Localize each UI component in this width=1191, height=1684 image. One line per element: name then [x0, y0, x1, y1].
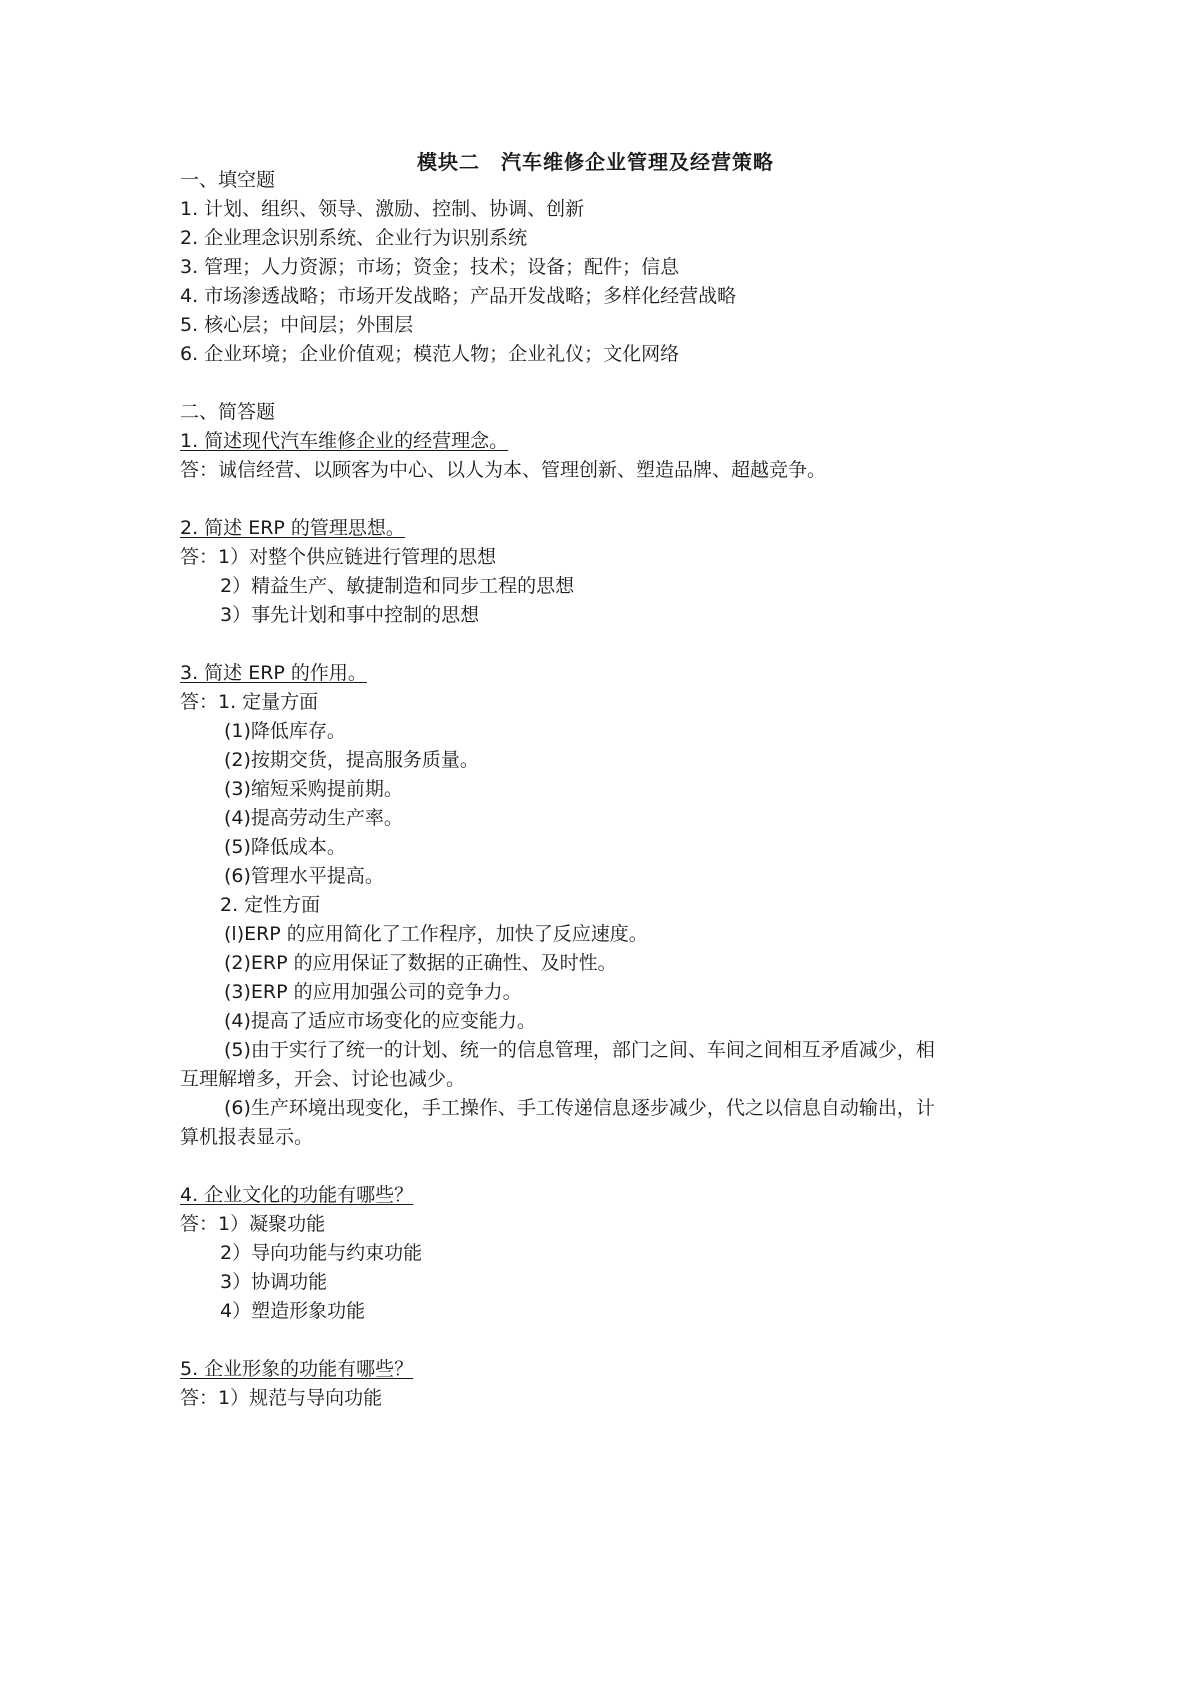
answer-3-qual-5-line-2: 互理解增多，开会、讨论也减少。	[180, 1068, 466, 1090]
answer-3-qual-3: (3)ERP 的应用加强公司的竞争力。	[224, 981, 522, 1003]
answer-3-qualitative-heading: 2. 定性方面	[220, 894, 321, 916]
section-heading-short-answer: 二、简答题	[180, 401, 276, 423]
answer-4-line-4: 4）塑造形象功能	[220, 1300, 366, 1322]
answer-5-line-1: 答：1）规范与导向功能	[180, 1387, 383, 1409]
answer-3-qual-6-line-2: 算机报表显示。	[180, 1126, 314, 1148]
answer-4-line-1: 答：1）凝聚功能	[180, 1213, 326, 1235]
document-title: 模块二 汽车维修企业管理及经营策略	[417, 150, 774, 174]
answer-4-line-3: 3）协调功能	[220, 1271, 328, 1293]
fill-in-answer-4: 4. 市场渗透战略；市场开发战略；产品开发战略；多样化经营战略	[180, 285, 737, 307]
answer-2-line-3: 3）事先计划和事中控制的思想	[220, 604, 480, 626]
answer-1: 答：诚信经营、以顾客为中心、以人为本、管理创新、塑造品牌、超越竞争。	[180, 459, 827, 481]
answer-3-qual-1: (l)ERP 的应用简化了工作程序，加快了反应速度。	[224, 923, 648, 945]
answer-3-quant-1: (1)降低库存。	[224, 720, 346, 742]
section-heading-fill-in: 一、填空题	[180, 169, 276, 191]
question-5: 5. 企业形象的功能有哪些？	[180, 1358, 414, 1380]
question-2: 2. 简述 ERP 的管理思想。	[180, 517, 405, 539]
fill-in-answer-3: 3. 管理；人力资源；市场；资金；技术；设备；配件；信息	[180, 256, 680, 278]
answer-3-quant-2: (2)按期交货，提高服务质量。	[224, 749, 479, 771]
fill-in-answer-1: 1. 计划、组织、领导、激励、控制、协调、创新	[180, 198, 585, 220]
answer-3-qual-2: (2)ERP 的应用保证了数据的正确性、及时性。	[224, 952, 617, 974]
question-4: 4. 企业文化的功能有哪些？	[180, 1184, 414, 1206]
fill-in-answer-2: 2. 企业理念识别系统、企业行为识别系统	[180, 227, 528, 249]
question-1: 1. 简述现代汽车维修企业的经营理念。	[180, 430, 509, 452]
answer-3-quant-6: (6)管理水平提高。	[224, 865, 384, 887]
answer-3-qual-5-line-1: (5)由于实行了统一的计划、统一的信息管理，部门之间、车间之间相互矛盾减少，相	[224, 1039, 935, 1061]
answer-3-quantitative-heading: 答：1. 定量方面	[180, 691, 319, 713]
answer-3-quant-4: (4)提高劳动生产率。	[224, 807, 403, 829]
fill-in-answer-5: 5. 核心层；中间层；外围层	[180, 314, 414, 336]
answer-2-line-2: 2）精益生产、敏捷制造和同步工程的思想	[220, 575, 575, 597]
answer-4-line-2: 2）导向功能与约束功能	[220, 1242, 423, 1264]
answer-3-quant-3: (3)缩短采购提前期。	[224, 778, 403, 800]
answer-3-quant-5: (5)降低成本。	[224, 836, 346, 858]
answer-2-line-1: 答：1）对整个供应链进行管理的思想	[180, 546, 497, 568]
answer-3-qual-4: (4)提高了适应市场变化的应变能力。	[224, 1010, 536, 1032]
question-3: 3. 简述 ERP 的作用。	[180, 662, 367, 684]
fill-in-answer-6: 6. 企业环境；企业价值观；模范人物；企业礼仪；文化网络	[180, 343, 680, 365]
answer-3-qual-6-line-1: (6)生产环境出现变化，手工操作、手工传递信息逐步减少，代之以信息自动输出，计	[224, 1097, 935, 1119]
